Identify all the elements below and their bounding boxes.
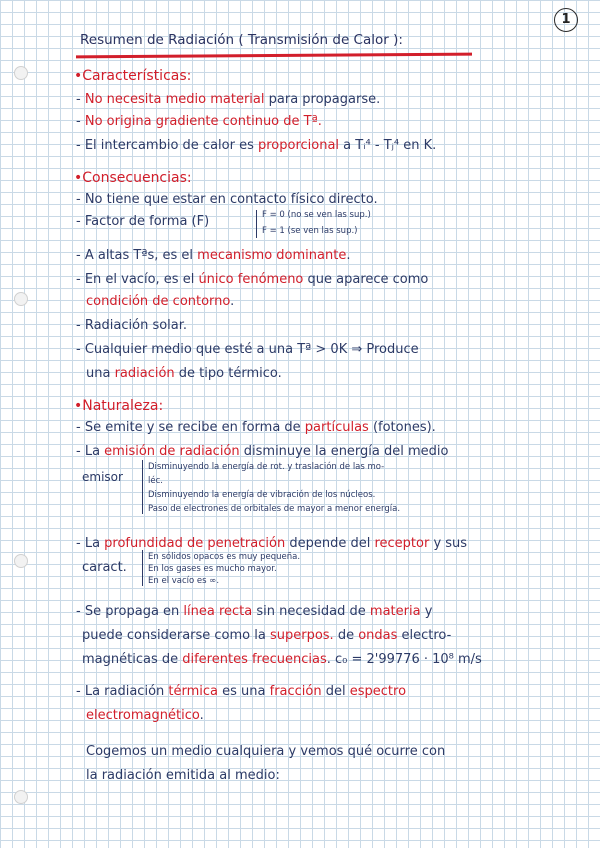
item-text: una [86,366,115,381]
consecuencias-item-2: - Factor de forma (F) [76,214,210,229]
naturaleza-line-6 [82,652,482,667]
consecuencias-item-6-line-2 [86,366,282,381]
caract-sub-2: En los gases es mucho mayor. [148,564,277,574]
consecuencias-item-1: - No tiene que estar en contacto físico directo. [76,192,378,207]
emisor-sub-1b: léc. [148,476,163,486]
closing-line-2: la radiación emitida al medio: [86,768,280,783]
highlight-text: emisión de radiación [104,444,240,459]
caracteristicas-item-3 [76,138,436,153]
consecuencias-item-3 [76,248,350,263]
consecuencias-item-4-line-1 [76,272,428,287]
caract-sub-3: En el vacío es ∞. [148,576,220,586]
page-title: Resumen de Radiación ( Transmisión de Calor ): [80,32,403,48]
item-text: y [420,604,433,619]
highlight-text: receptor [374,536,430,551]
section-heading-naturaleza: •Naturaleza: [74,398,164,414]
item-text: - Se propaga en [76,604,184,619]
dash: - [76,114,81,129]
item-text: (fotones). [368,420,436,435]
highlight-text: partículas [304,420,369,435]
emisor-sub-3: Paso de electrones de orbitales de mayor a menor energía. [148,504,401,514]
item-text: - La [76,444,105,459]
title-underline [76,53,472,59]
highlight-text: térmica [168,684,218,699]
consecuencias-item-6-line-1: - Cualquier medio que esté a una Tª > 0K ⇒ Produce [76,342,419,357]
naturaleza-line-1 [76,420,436,435]
caract-sub-1: En sólidos opacos es muy pequeña. [148,552,301,562]
binder-hole [14,790,28,804]
highlight-text: superpos. [269,628,334,643]
highlight-text: ondas [358,628,398,643]
dash: - [76,138,81,153]
section-heading-caracteristicas: •Características: [74,68,192,84]
emisor-label: emisor [82,470,123,484]
naturaleza-line-7 [76,684,406,699]
highlight-text: electromagnético [86,708,200,723]
naturaleza-line-2 [76,444,449,459]
highlight-text: proporcional [257,138,340,153]
caracteristicas-item-2 [76,114,322,129]
highlight-text: espectro [349,684,407,699]
highlight-text: condición de contorno [86,294,231,309]
consecuencias-item-5: - Radiación solar. [76,318,188,333]
factor-forma-sub-2: F = 1 (se ven las sup.) [262,226,358,236]
item-text: de [333,628,359,643]
emisor-sub-1: Disminuyendo la energía de rot. y traslación de las mo- [148,462,385,472]
binder-hole [14,554,28,568]
item-text: . [199,708,204,723]
caracteristicas-item-1 [76,92,380,107]
highlight-text: fracción [269,684,322,699]
item-text: - La radiación [76,684,169,699]
brace [256,210,257,238]
consecuencias-item-4-line-2 [86,294,234,309]
item-text: electro- [397,628,452,643]
dash: - [76,92,81,107]
item-text: es una [218,684,270,699]
highlight-text: No necesita medio material [84,92,265,107]
page-number: 1 [554,8,578,32]
item-text: - A altas Tªs, es el [76,248,198,263]
highlight-text: diferentes frecuencias [182,652,327,667]
item-text: - Se emite y se recibe en forma de [76,420,305,435]
item-text: - En el vacío, es el [76,272,199,287]
item-text: de tipo térmico. [174,366,282,381]
item-text: . [230,294,235,309]
highlight-text: profundidad de penetración [104,536,286,551]
closing-line-1: Cogemos un medio cualquiera y vemos qué ocurre con [86,744,446,759]
item-text: para propagarse. [264,92,381,107]
naturaleza-line-4 [76,604,432,619]
brace [142,460,143,514]
item-text: que aparece como [303,272,429,287]
item-text: magnéticas de [82,652,183,667]
item-text: . [346,248,351,263]
highlight-text: radiación [114,366,175,381]
caract-label: caract. [82,560,127,575]
item-text: y sus [429,536,468,551]
naturaleza-line-3 [76,536,467,551]
item-text: - La [76,536,105,551]
item-text: disminuye la energía del medio [239,444,449,459]
highlight-text: materia [369,604,421,619]
naturaleza-line-8 [86,708,204,723]
item-text: depende del [285,536,375,551]
binder-hole [14,66,28,80]
emisor-sub-2: Disminuyendo la energía de vibración de los núcleos. [148,490,376,500]
item-text: puede considerarse como la [82,628,270,643]
item-text: del [321,684,350,699]
factor-forma-sub-1: F = 0 (no se ven las sup.) [262,210,371,220]
highlight-text: No origina gradiente continuo de Tª. [84,114,322,129]
item-text: . c₀ = 2'99776 · 10⁸ m/s [326,652,482,667]
item-text: sin necesidad de [252,604,370,619]
highlight-text: mecanismo dominante [197,248,347,263]
item-text: a Tᵢ⁴ - Tⱼ⁴ en K. [339,138,437,153]
naturaleza-line-5 [82,628,451,643]
brace [142,550,143,586]
item-text: El intercambio de calor es [84,138,258,153]
section-heading-consecuencias: •Consecuencias: [74,170,192,186]
highlight-text: línea recta [183,604,253,619]
highlight-text: único fenómeno [198,272,304,287]
binder-hole [14,292,28,306]
